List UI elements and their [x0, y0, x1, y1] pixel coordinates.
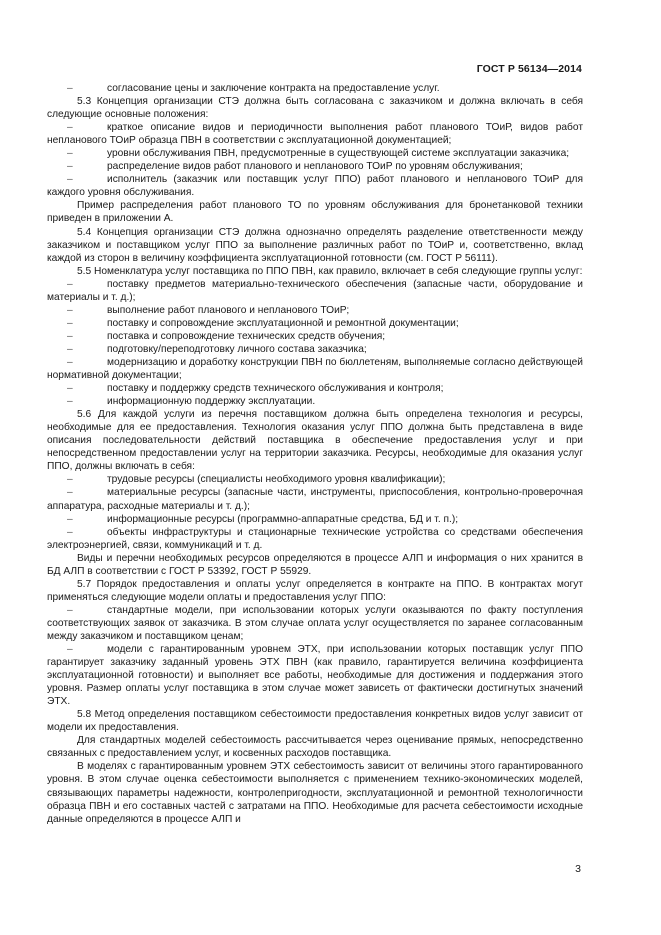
- dash-marker: –: [67, 513, 73, 525]
- paragraph-text: объекты инфраструктуры и стационарные технические устройства со средствами обеспечения электроэнергией, связи, коммуникаций и т. д.: [47, 526, 583, 551]
- dash-marker: –: [67, 278, 73, 290]
- paragraph-text: поставку и поддержку средств технического обслуживания и контроля;: [107, 383, 444, 395]
- dash-marker: –: [67, 161, 73, 173]
- paragraph-text: 5.6 Для каждой услуги из перечня поставщиком должна быть определена технология и ресурсы, необходимые для ее предоставления. Технология оказания услуг ППО должна быть представлена в виде описания последовательности действий поставщика в обеспечение предоставления услуг и при непосредственном предоставлении услуг на территории заказчика. Ресурсы, необходимые для оказания услуг ППО, должны включать в себя:: [47, 409, 583, 473]
- list-item: [47, 343, 583, 356]
- paragraph-text: модели с гарантированным уровнем ЭТХ, при использовании которых поставщик услуг ППО гарантирует заказчику заданный уровень ЭТХ ПВН (как правило, гарантируется величина коэффициента эксплуатационной готовности) и выполняет все работы, необходимые для достижения и поддержания этого уровня. Размер оплаты услуг поставщика в этом случае может зависеть от фактически достигнутых значений ЭТХ.: [47, 644, 583, 708]
- list-item: [47, 486, 583, 512]
- paragraph-text: выполнение работ планового и непланового ТОиР;: [107, 304, 350, 316]
- paragraph: [47, 552, 583, 578]
- page-number: 3: [575, 863, 581, 875]
- list-item: [47, 473, 583, 486]
- paragraph-text: информационные ресурсы (программно-аппаратные средства, БД и т. п.);: [107, 513, 459, 525]
- paragraph-text: согласование цены и заключение контракта на предоставление услуг.: [107, 83, 440, 94]
- paragraph-text: исполнитель (заказчик или поставщик услуг ППО) работ планового и непланового ТОиР для каждого уровня обслуживания.: [47, 174, 583, 199]
- dash-marker: –: [67, 526, 73, 538]
- paragraph: [47, 760, 583, 825]
- paragraph-text: В моделях с гарантированным уровнем ЭТХ себестоимость зависит от величины этого гарантированного уровня. В этом случае оценка себестоимости выполняется с применением технико-экономических моделей, связывающих параметры надежности, контролепригодности, эксплуатационной и ремонтной технологичности образца ПВН и его составных частей с затратами на ППО. Необходимые для расчета себестоимости исходные данные определяются в процессе АЛП и: [47, 761, 583, 825]
- dash-marker: –: [67, 343, 73, 355]
- dash-marker: –: [67, 396, 73, 408]
- dash-marker: –: [67, 383, 73, 395]
- list-item: [47, 278, 583, 304]
- document-body: [47, 82, 583, 826]
- paragraph-text: стандартные модели, при использовании которых услуги оказываются по факту поступления соответствующих заявок от заказчика. В этом случае оплата услуг осуществляется по заранее согласованным между заказчиком и поставщиком ценам;: [47, 604, 583, 642]
- paragraph: [47, 708, 583, 734]
- paragraph: [47, 578, 583, 604]
- dash-marker: –: [67, 330, 73, 342]
- paragraph: [47, 226, 583, 265]
- paragraph-text: 5.5 Номенклатура услуг поставщика по ППО ПВН, как правило, включает в себя следующие группы услуг:: [77, 265, 583, 277]
- list-item: [47, 513, 583, 526]
- dash-marker: –: [67, 356, 73, 368]
- dash-marker: –: [67, 148, 73, 160]
- paragraph-text: поставку предметов материально-технического обеспечения (запасные части, оборудование и материалы и т. д.);: [47, 278, 583, 303]
- list-item: [47, 304, 583, 317]
- dash-marker: –: [67, 644, 73, 656]
- dash-marker: –: [67, 487, 73, 499]
- paragraph-text: трудовые ресурсы (специалисты необходимого уровня квалификации);: [107, 474, 446, 486]
- paragraph-text: 5.8 Метод определения поставщиком себестоимости предоставления конкретных видов услуг зависит от модели их предоставления.: [47, 709, 583, 734]
- paragraph-text: информационную поддержку эксплуатации.: [107, 396, 316, 408]
- list-item: [47, 395, 583, 408]
- paragraph-text: поставку и сопровождение эксплуатационной и ремонтной документации;: [107, 317, 459, 329]
- paragraph: [47, 734, 583, 760]
- paragraph: [47, 265, 583, 278]
- paragraph: [47, 199, 583, 225]
- paragraph-text: Пример распределения работ планового ТО по уровням обслуживания для бронетанковой техники приведен в приложении А.: [47, 200, 583, 225]
- dash-marker: –: [67, 122, 73, 134]
- list-item: [47, 643, 583, 708]
- paragraph-text: 5.4 Концепция организации СТЭ должна однозначно определять разделение ответственности между заказчиком и поставщиком услуг ППО за выполнение различных работ по ТОиР и, соответственно, вклад каждой из сторон в величину коэффициента эксплуатационной готовности (см. ГОСТ Р 56111).: [47, 226, 583, 264]
- list-item: [47, 317, 583, 330]
- dash-marker: –: [67, 317, 73, 329]
- paragraph-text: 5.7 Порядок предоставления и оплаты услуг определяется в контракте на ППО. В контрактах могут применяться следующие модели оплаты и предоставления услуг ППО:: [47, 578, 583, 603]
- list-item: [47, 526, 583, 552]
- list-item: [47, 82, 583, 95]
- paragraph: [47, 408, 583, 473]
- paragraph-text: Для стандартных моделей себестоимость рассчитывается через оценивание прямых, непосредственно связанных с предоставлением услуг, и косвенных расходов поставщика.: [47, 735, 583, 760]
- dash-marker: –: [67, 304, 73, 316]
- paragraph-text: уровни обслуживания ПВН, предусмотренные в существующей системе эксплуатации заказчика;: [107, 148, 570, 160]
- paragraph-text: распределение видов работ планового и непланового ТОиР по уровням обслуживания;: [107, 161, 523, 173]
- list-item: [47, 173, 583, 199]
- dash-marker: –: [67, 604, 73, 616]
- paragraph: [47, 95, 583, 121]
- paragraph-text: краткое описание видов и периодичности выполнения работ планового ТОиР, видов работ непланового ТОиР образца ПВН в соответствии с эксплуатационной документацией;: [47, 122, 583, 147]
- dash-marker: –: [67, 174, 73, 186]
- document-header: ГОСТ Р 56134—2014: [476, 63, 582, 75]
- paragraph-text: поставка и сопровождение технических средств обучения;: [107, 330, 386, 342]
- paragraph-text: Виды и перечни необходимых ресурсов определяются в процессе АЛП и информация о них хранится в БД АЛП в соответствии с ГОСТ Р 53392, ГОСТ Р 55929.: [47, 552, 583, 577]
- paragraph-text: материальные ресурсы (запасные части, инструменты, приспособления, контрольно-проверочная аппаратура, расходные материалы и т. д.);: [47, 487, 583, 512]
- list-item: [47, 330, 583, 343]
- dash-marker: –: [67, 474, 73, 486]
- paragraph-text: модернизацию и доработку конструкции ПВН по бюллетеням, выполняемые согласно действующей нормативной документации;: [47, 356, 583, 382]
- paragraph-text: 5.3 Концепция организации СТЭ должна быть согласована с заказчиком и должна включать в себя следующие основные положения:: [47, 96, 583, 121]
- paragraph-text: подготовку/переподготовку личного состава заказчика;: [107, 343, 367, 355]
- list-item: [47, 121, 583, 147]
- list-item: [47, 356, 583, 382]
- list-item: [47, 160, 583, 173]
- list-item: [47, 604, 583, 643]
- dash-marker: –: [67, 83, 73, 94]
- list-item: [47, 147, 583, 160]
- list-item: [47, 382, 583, 395]
